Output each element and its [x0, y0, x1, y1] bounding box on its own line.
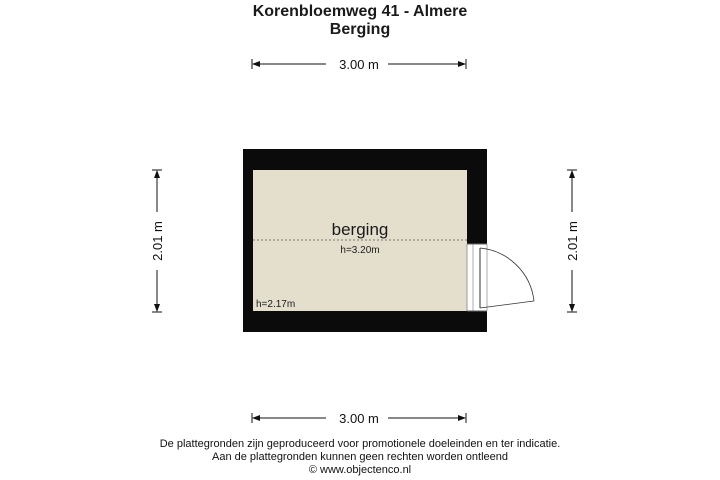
- copyright-text: © www.objectenco.nl: [308, 464, 412, 476]
- bottom-dimension: [252, 411, 466, 426]
- top-dimension: [252, 57, 466, 72]
- right-dimension-label: 2.01 m: [565, 221, 580, 261]
- left-dimension: [150, 170, 165, 312]
- left-dimension-label: 2.01 m: [150, 221, 165, 261]
- disclaimer-line-1: De plattegronden zijn geproduceerd voor promotionele doeleinden en ter indicatie.: [159, 438, 561, 450]
- door-swing-arc: [480, 248, 534, 301]
- ceiling-height-label: h=3.20m: [340, 245, 380, 256]
- bottom-dimension-label: 3.00 m: [339, 411, 379, 426]
- door-opening: [467, 244, 487, 311]
- door: [480, 248, 534, 308]
- slope-height-label: h=2.17m: [256, 299, 296, 310]
- floor-title: Berging: [329, 21, 391, 38]
- address-title: Korenbloemweg 41 - Almere: [252, 3, 468, 20]
- room-floor: [253, 170, 467, 311]
- room-name-label: berging: [331, 220, 389, 239]
- disclaimer-line-2: Aan de plattegronden kunnen geen rechten worden ontleend: [211, 451, 508, 463]
- top-dimension-label: 3.00 m: [339, 57, 379, 72]
- right-dimension: [565, 170, 580, 312]
